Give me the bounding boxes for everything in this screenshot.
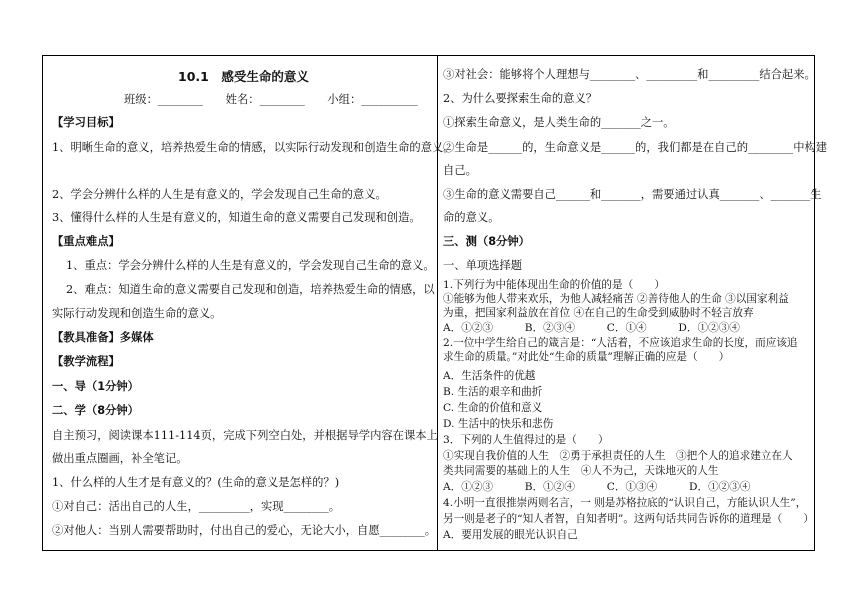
question-2: 2、为什么要探索生命的意义？	[443, 92, 598, 105]
mc-question-1-options: ①能够为他人带来欢乐，为他人减轻痛苦 ②善待他人的生命 ③以国家利益	[443, 293, 789, 305]
question-1-society: ③对社会：能够将个人理想与________、_________和_________结合起来。	[443, 68, 816, 81]
mc-question-2-cont: 求生命的质量。”对此处“生命的质量”理解正确的应是（ ）	[443, 351, 730, 363]
mc-question-1-choices: A．①②③ B．②③④ C．①④ D．①②③④	[443, 322, 740, 334]
key-point: 1、重点：学会分辨什么样的人生是有意义的，学会发现自己生命的意义。	[66, 259, 435, 272]
question-2-a: ①探索生命意义，是人类生命的_______之一。	[443, 116, 675, 129]
mc-question-1-options-cont: 为重，把国家利益放在首位 ④在自己的生命受到威胁时不轻言放弃	[443, 307, 754, 319]
question-2-c: ③生命的意义需要自己______和_______，需要通过认真_______、_______生	[443, 188, 822, 201]
step-learn: 二、学（8分钟）	[52, 404, 139, 417]
mc-question-4-cont: 另一则是老子的“知人者智，自知者明”。这两句话共同告诉你的道理是（ ）	[443, 513, 815, 525]
goal-3: 3、懂得什么样的人生是有意义的，知道生命的意义需要自己发现和创造。	[52, 211, 421, 224]
section-single-choice: 一、单项选择题	[443, 259, 523, 272]
question-2-c-cont: 命的意义。	[443, 211, 500, 224]
mc-question-2-choice-a: A．生活条件的优越	[443, 370, 536, 382]
mc-question-2-choice-d: D. 生活中的快乐和悲伤	[443, 418, 554, 430]
section-teaching-aids: 【教具准备】多媒体	[52, 331, 154, 344]
question-1: 1、什么样的人生才是有意义的？(生命的意义是怎样的？)	[52, 476, 340, 489]
section-learning-goals: 【学习目标】	[52, 116, 120, 129]
step-lead-in: 一、导（1分钟）	[52, 380, 139, 393]
self-study-instruction: 自主预习，阅读课本111-114页，完成下列空白处，并根据导学内容在课本上	[52, 429, 438, 442]
section-key-points: 【重点难点】	[52, 235, 120, 248]
mc-question-3-options-cont: 类共同需要的基础上的人生 ④人不为己，天诛地灭的人生	[443, 465, 719, 477]
column-divider	[437, 55, 438, 551]
class-name-group-line: 班级：________ 姓名：________ 小组：__________	[124, 93, 418, 106]
mc-question-2: 2.一位中学生给自己的箴言是：“人活着，不应该追求生命的长度，而应该追	[443, 337, 798, 349]
step-test: 三、测（8分钟）	[443, 235, 530, 248]
page-title: 10.1 感受生命的意义	[178, 69, 309, 84]
self-study-instruction-cont: 做出重点圈画，补全笔记。	[52, 452, 188, 465]
mc-question-2-choice-c: C. 生命的价值和意义	[443, 402, 543, 414]
mc-question-1: 1.下列行为中能体现出生命的价值的是（ ）	[443, 279, 665, 291]
question-1-others: ②对他人：当别人需要帮助时，付出自己的爱心，无论大小，自愿________。	[52, 524, 437, 537]
mc-question-4-choice-a: A．要用发展的眼光认识自己	[443, 529, 578, 541]
question-1-self: ①对自己：活出自己的人生，_________，实现________。	[52, 500, 341, 513]
mc-question-3: 3．下列的人生值得过的是（ ）	[443, 434, 609, 446]
question-2-b: ②生命是______的，生命意义是______的，我们都是在自己的________中构建	[443, 141, 828, 154]
mc-question-3-options: ①实现自我价值的人生 ②勇于承担责任的人生 ③把个人的追求建立在人	[443, 450, 793, 462]
question-2-b-cont: 自己。	[443, 164, 477, 177]
mc-question-4: 4.小明一直很推崇两则名言，一 则是苏格拉底的“认识自己，方能认识人生”，	[443, 497, 807, 509]
mc-question-3-choices: A．①②③ B．①②④ C．①③④ D．①②③④	[443, 481, 751, 493]
difficult-point: 2、难点：知道生命的意义需要自己发现和创造，培养热爱生命的情感，以	[66, 283, 435, 296]
goal-1: 1、明晰生命的意义，培养热爱生命的情感，以实际行动发现和创造生命的意义。	[52, 141, 455, 154]
mc-question-2-choice-b: B. 生活的艰辛和曲折	[443, 386, 543, 398]
section-teaching-flow: 【教学流程】	[52, 355, 120, 368]
difficult-point-cont: 实际行动发现和创造生命的意义。	[52, 307, 222, 320]
goal-2: 2、学会分辨什么样的人生是有意义的，学会发现自己生命的意义。	[52, 188, 387, 201]
